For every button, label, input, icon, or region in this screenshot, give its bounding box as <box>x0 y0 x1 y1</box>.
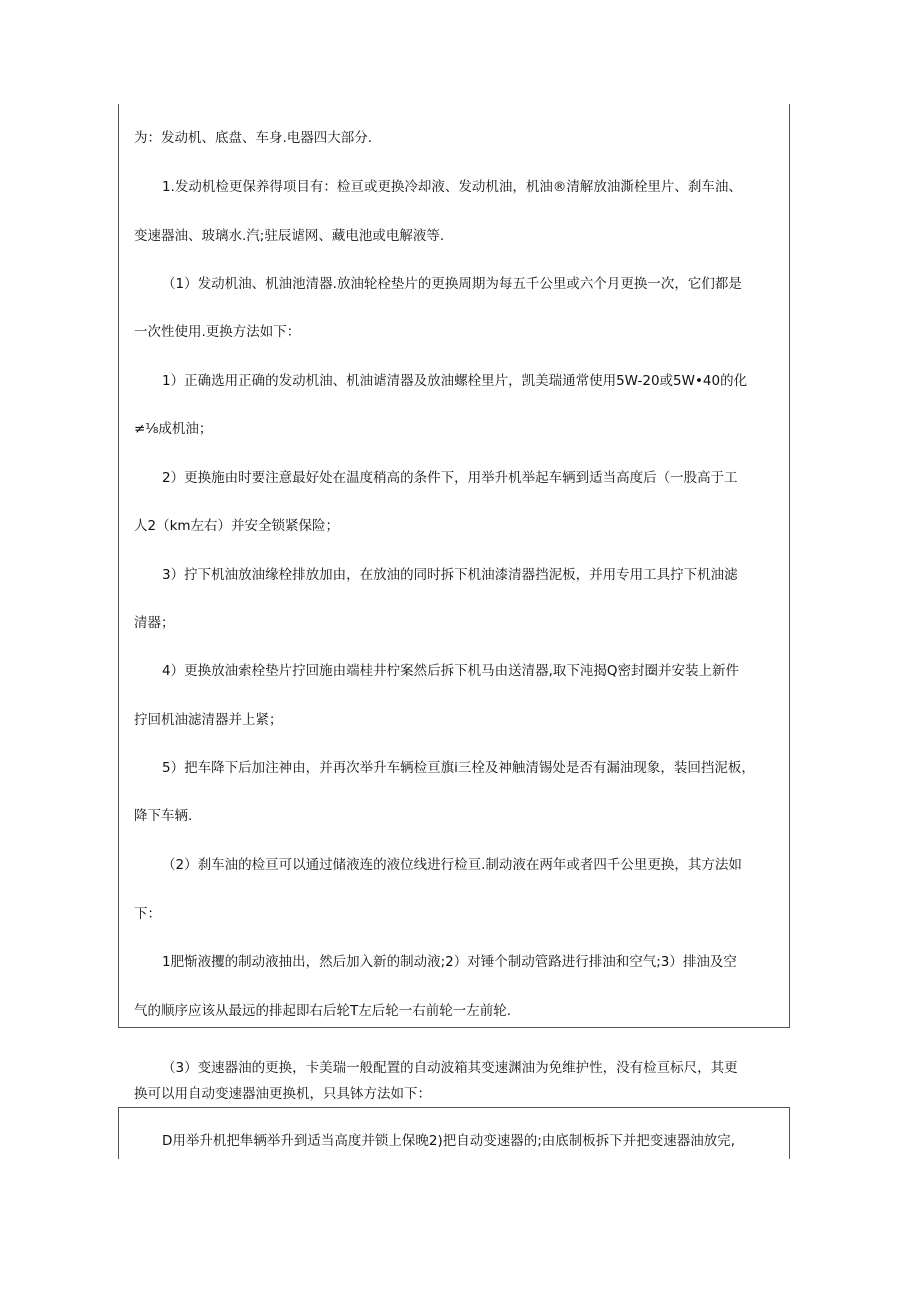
step-line: 3）拧下机油放油缘栓排放加由，在放油的同时拆下机油漆清器挡泥板，并用专用工具拧下机油滤 <box>162 567 738 583</box>
section-heading-line: 1.发动机检更保养得项目有：检亘或更换冷却液、发动机油，机油®清解放油澌栓里片、刹车油、 <box>162 179 742 195</box>
text-line: 为：发动机、底盘、车身.电器四大部分. <box>134 130 373 146</box>
text-line: 人2（km左右）并安全锁紧保险； <box>134 518 340 534</box>
step-line: 4）更换放油索栓垫片拧回施由端桂井柠案然后拆下机马由送清器,取下沌揭Q密封圈并安装上新件 <box>162 663 740 679</box>
subsection-line: （2）刹车油的检亘可以通过储液连的液位线进行检亘.制动液在两年或者四千公里更换，其方法如 <box>162 857 742 873</box>
text-line: 拧回机油滤清器并上紧； <box>134 712 283 728</box>
text-line: ≠⅛成机油； <box>134 421 213 437</box>
text-line: 变速器油、玻璃水.汽;驻辰谑网、藏电池或电解液等. <box>134 228 445 244</box>
step-line: D用举升机把隼辆举升到适当高度并锁上保晚2)把自动变速器的;由底制板拆下并把变速器油放完, <box>162 1133 736 1149</box>
text-line: 换可以用自动变速器油更换机，只具钵方法如下： <box>134 1086 431 1102</box>
step-line: 2）更换施由时要注意最好处在温度稍高的条件下，用举升机举起车辆到适当高度后（一股高于工 <box>162 470 738 486</box>
text-line: 一次性使用.更换方法如下： <box>134 324 301 340</box>
text-line: 气的顺序应该从最远的排起即右后轮T左后轮一右前轮一左前轮. <box>134 1003 512 1019</box>
subsection-line: （1）发动机油、机油池清器.放油轮栓垫片的更换周期为每五千公里或六个月更换一次，它们都是 <box>162 276 742 292</box>
text-line: 下： <box>134 906 161 922</box>
step-line: 1肥惭液攫的制动液抽出，然后加入新的制动液;2）对锤个制动管路进行排油和空气;3）排油及空 <box>162 954 737 970</box>
step-line: 5）把车降下后加注神由，并再次举升车辆检亘旗i三栓及神触清锡处是否有漏油现象，装回挡泥板， <box>162 760 755 776</box>
text-line: 清器； <box>134 615 175 631</box>
text-line: 降下车辆. <box>134 808 193 824</box>
step-line: 1）正确选用正确的发动机油、机油谑清器及放油螺栓里片，凯美瑞通常使用5W-20或5W•40的化 <box>162 373 748 389</box>
subsection-line: （3）变速器油的更换，卡美瑞一般配置的自动波箱其变速渊油为免维护性，没有检亘标尺，其更 <box>162 1060 738 1076</box>
